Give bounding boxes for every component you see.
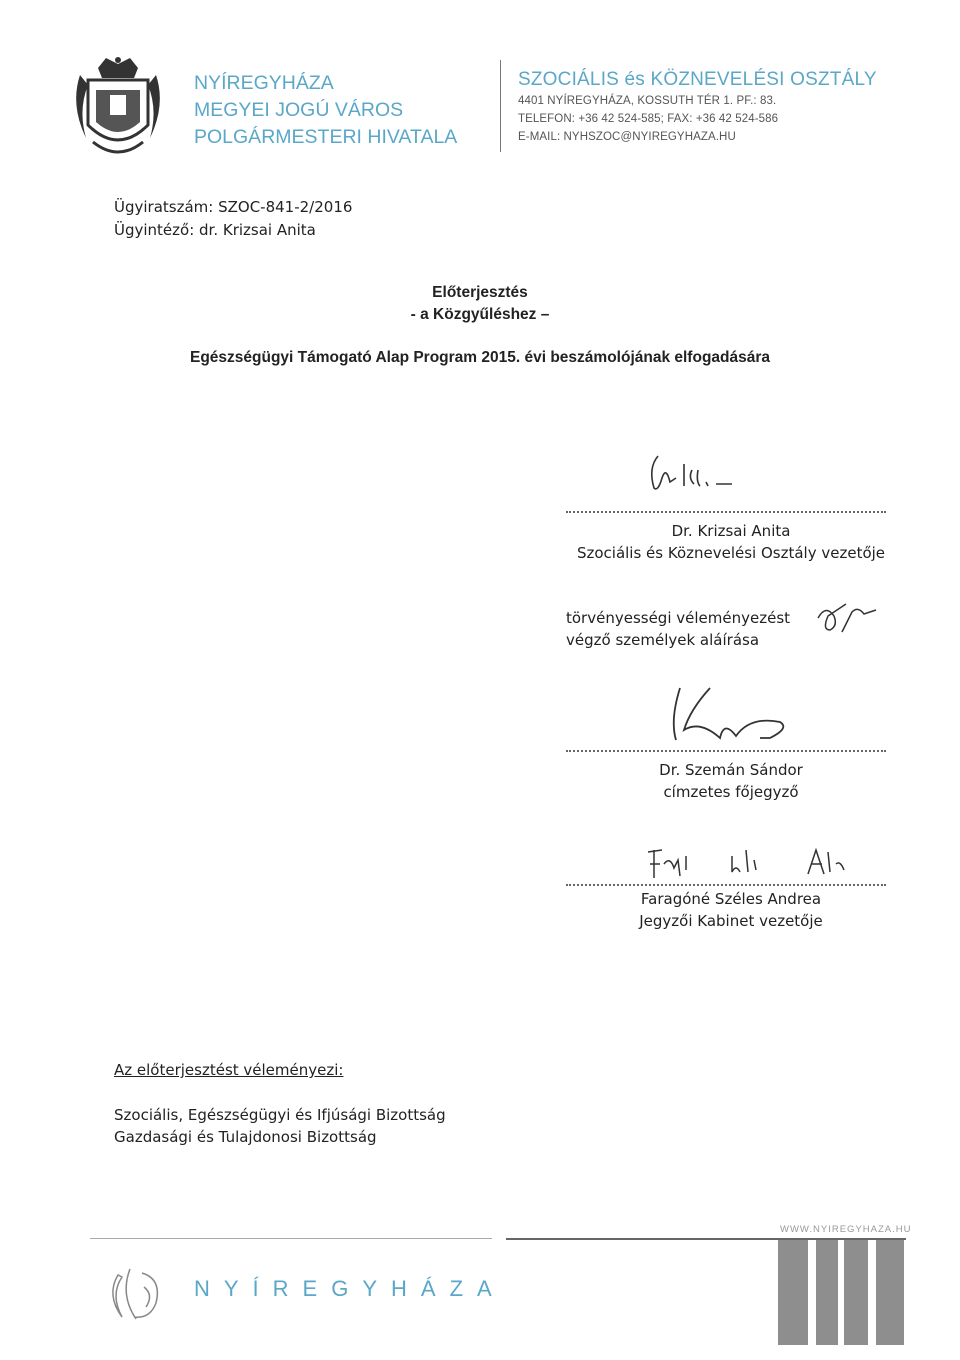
city-crest-logo (68, 50, 168, 162)
opinion-heading: Az előterjesztést véleményezi: (114, 1061, 344, 1079)
footer-rule-left (90, 1238, 492, 1239)
city-name-line1: NYÍREGYHÁZA (194, 72, 334, 94)
signatory-2-name: Dr. Szemán Sándor (659, 761, 803, 779)
signature-line-2 (566, 750, 886, 752)
case-administrator: Ügyintéző: dr. Krizsai Anita (114, 221, 316, 239)
signatory-1-name: Dr. Krizsai Anita (671, 522, 791, 540)
footer-bar (876, 1240, 904, 1345)
document-title: Előterjesztés (432, 284, 528, 301)
signature-krizsai (640, 448, 760, 498)
city-emblem-outline-icon (100, 1255, 172, 1327)
committee-item: Gazdasági és Tulajdonosi Bizottság (114, 1128, 377, 1146)
signatory-3-role: Jegyzői Kabinet vezetője (639, 912, 823, 930)
department-phone: TELEFON: +36 42 524-585; FAX: +36 42 524-586 (518, 113, 779, 125)
department-title: SZOCIÁLIS és KÖZNEVELÉSI OSZTÁLY (518, 69, 877, 90)
signature-block-1 (566, 520, 896, 564)
signatory-1-role: Szociális és Köznevelési Osztály vezetője (576, 544, 886, 562)
case-number: Ügyiratszám: SZOC-841-2/2016 (114, 198, 353, 216)
signature-block-2 (566, 759, 896, 803)
case-meta (114, 196, 352, 242)
legal-review-label-line1: törvényességi véleményezést (566, 609, 791, 627)
department-email: E-MAIL: NYHSZOC@NYIREGYHAZA.HU (518, 131, 736, 143)
signature-szeman (640, 680, 800, 750)
footer-bar (816, 1240, 838, 1345)
city-name-line2: MEGYEI JOGÚ VÁROS (194, 99, 404, 121)
city-name-line3: POLGÁRMESTERI HIVATALA (194, 126, 458, 148)
committee-list (114, 1104, 446, 1148)
document-subject: Egészségügyi Támogató Alap Program 2015. évi beszámolójának elfogadására (189, 349, 771, 366)
committee-item: Szociális, Egészségügyi és Ifjúsági Bizottság (114, 1106, 446, 1124)
signatory-3-name: Faragóné Széles Andrea (640, 890, 822, 908)
signature-faragone (640, 840, 880, 884)
signature-block-3 (566, 888, 896, 932)
footer-decorative-bars (778, 1240, 908, 1345)
header-divider (500, 60, 501, 152)
initials-mark (812, 590, 882, 638)
website-address: WWW.NYIREGYHAZA.HU (780, 1224, 912, 1235)
signatory-2-role: címzetes főjegyző (663, 783, 799, 801)
signature-line-3 (566, 884, 886, 886)
city-wordmark: NYÍREGYHÁZA (194, 1276, 506, 1301)
department-header (518, 68, 877, 146)
legal-review-label (566, 607, 790, 651)
department-address: 4401 NYÍREGYHÁZA, KOSSUTH TÉR 1. PF.: 83. (518, 95, 777, 107)
footer-bar (844, 1240, 868, 1345)
legal-review-label-line2: végző személyek aláírása (566, 631, 760, 649)
city-office-name (194, 70, 457, 151)
signature-line-1 (566, 511, 886, 513)
footer-bar (778, 1240, 808, 1345)
document-addressee: - a Közgyűléshez – (410, 306, 550, 323)
